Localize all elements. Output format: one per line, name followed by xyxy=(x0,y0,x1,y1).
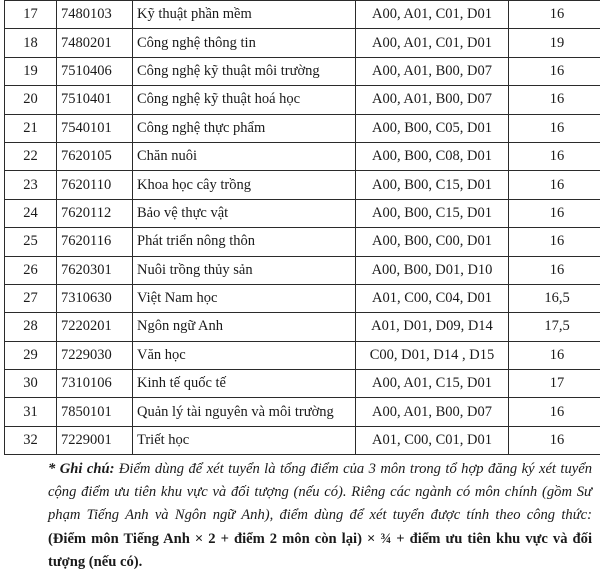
footnote-label: * Ghi chú: xyxy=(48,461,115,477)
cutoff-score-cell: 16 xyxy=(509,199,600,227)
cutoff-score-cell: 17,5 xyxy=(509,313,600,341)
major-name-cell: Triết học xyxy=(133,426,356,454)
table-row xyxy=(5,57,600,85)
major-name-cell: Việt Nam học xyxy=(133,284,356,312)
row-number-cell: 20 xyxy=(5,86,57,114)
major-code-cell: 7310630 xyxy=(57,284,133,312)
major-name-cell: Công nghệ thực phẩm xyxy=(133,114,356,142)
major-code-cell: 7229030 xyxy=(57,341,133,369)
table-row xyxy=(5,341,600,369)
subject-combination-cell: A01, C00, C04, D01 xyxy=(356,284,509,312)
major-code-cell: 7510401 xyxy=(57,86,133,114)
row-number-cell: 28 xyxy=(5,313,57,341)
subject-combination-cell: C00, D01, D14 , D15 xyxy=(356,341,509,369)
subject-combination-cell: A01, C00, C01, D01 xyxy=(356,426,509,454)
major-name-cell: Nuôi trồng thủy sản xyxy=(133,256,356,284)
table-row xyxy=(5,256,600,284)
subject-combination-cell: A00, A01, B00, D07 xyxy=(356,398,509,426)
row-number-cell: 26 xyxy=(5,256,57,284)
row-number-cell: 32 xyxy=(5,426,57,454)
row-number-cell: 23 xyxy=(5,171,57,199)
major-name-cell: Chăn nuôi xyxy=(133,142,356,170)
major-name-cell: Phát triển nông thôn xyxy=(133,228,356,256)
table-row xyxy=(5,1,600,29)
subject-combination-cell: A00, A01, C01, D01 xyxy=(356,1,509,29)
row-number-cell: 18 xyxy=(5,29,57,57)
row-number-cell: 19 xyxy=(5,57,57,85)
subject-combination-cell: A00, B00, C15, D01 xyxy=(356,171,509,199)
table-row xyxy=(5,142,600,170)
table-row xyxy=(5,228,600,256)
cutoff-score-cell: 16 xyxy=(509,228,600,256)
footnote-paragraph xyxy=(10,458,592,573)
major-name-cell: Bảo vệ thực vật xyxy=(133,199,356,227)
subject-combination-cell: A00, B00, D01, D10 xyxy=(356,256,509,284)
subject-combination-cell: A01, D01, D09, D14 xyxy=(356,313,509,341)
table-row xyxy=(5,114,600,142)
row-number-cell: 30 xyxy=(5,370,57,398)
major-code-cell: 7540101 xyxy=(57,114,133,142)
cutoff-score-cell: 16 xyxy=(509,171,600,199)
row-number-cell: 17 xyxy=(5,1,57,29)
major-code-cell: 7229001 xyxy=(57,426,133,454)
row-number-cell: 31 xyxy=(5,398,57,426)
major-code-cell: 7620116 xyxy=(57,228,133,256)
footnote xyxy=(10,458,592,573)
major-code-cell: 7220201 xyxy=(57,313,133,341)
subject-combination-cell: A00, B00, C08, D01 xyxy=(356,142,509,170)
cutoff-score-cell: 16 xyxy=(509,57,600,85)
table-row xyxy=(5,199,600,227)
major-name-cell: Công nghệ kỹ thuật môi trường xyxy=(133,57,356,85)
major-code-cell: 7850101 xyxy=(57,398,133,426)
table-row xyxy=(5,86,600,114)
row-number-cell: 24 xyxy=(5,199,57,227)
subject-combination-cell: A00, A01, C15, D01 xyxy=(356,370,509,398)
major-code-cell: 7620105 xyxy=(57,142,133,170)
cutoff-score-cell: 16 xyxy=(509,86,600,114)
cutoff-score-cell: 16 xyxy=(509,1,600,29)
footnote-formula: (Điểm môn Tiếng Anh × 2 + điểm 2 môn còn lại) × ¾ + điểm ưu tiên khu vực và đối tượng (nếu có). xyxy=(48,530,592,570)
major-code-cell: 7310106 xyxy=(57,370,133,398)
subject-combination-cell: A00, A01, C01, D01 xyxy=(356,29,509,57)
major-code-cell: 7510406 xyxy=(57,57,133,85)
table-row xyxy=(5,29,600,57)
table-row xyxy=(5,171,600,199)
row-number-cell: 27 xyxy=(5,284,57,312)
subject-combination-cell: A00, A01, B00, D07 xyxy=(356,57,509,85)
table-row xyxy=(5,398,600,426)
cutoff-score-cell: 16 xyxy=(509,256,600,284)
table-row xyxy=(5,426,600,454)
table-body xyxy=(5,1,600,455)
cutoff-score-cell: 19 xyxy=(509,29,600,57)
major-code-cell: 7620110 xyxy=(57,171,133,199)
major-code-cell: 7480103 xyxy=(57,1,133,29)
cutoff-score-cell: 16 xyxy=(509,142,600,170)
cutoff-score-cell: 16 xyxy=(509,114,600,142)
major-name-cell: Văn học xyxy=(133,341,356,369)
subject-combination-cell: A00, B00, C00, D01 xyxy=(356,228,509,256)
subject-combination-cell: A00, B00, C15, D01 xyxy=(356,199,509,227)
major-name-cell: Công nghệ kỹ thuật hoá học xyxy=(133,86,356,114)
row-number-cell: 25 xyxy=(5,228,57,256)
subject-combination-cell: A00, B00, C05, D01 xyxy=(356,114,509,142)
table-row xyxy=(5,370,600,398)
row-number-cell: 29 xyxy=(5,341,57,369)
major-name-cell: Kinh tế quốc tế xyxy=(133,370,356,398)
footnote-text: Điểm dùng để xét tuyển là tổng điểm của 3 môn trong tổ hợp đăng ký xét tuyển cộng điểm ưu tiên khu vực và đối tượng (nếu có). Riêng các ngành có môn chính (gồm Sư phạm Tiếng Anh và Ngôn ngữ Anh), điểm dùng để xét tuyển được tính theo công thức: xyxy=(48,461,593,524)
major-name-cell: Ngôn ngữ Anh xyxy=(133,313,356,341)
row-number-cell: 22 xyxy=(5,142,57,170)
cutoff-score-cell: 16 xyxy=(509,398,600,426)
major-name-cell: Công nghệ thông tin xyxy=(133,29,356,57)
cutoff-score-cell: 16 xyxy=(509,426,600,454)
major-code-cell: 7620301 xyxy=(57,256,133,284)
admissions-table xyxy=(4,0,600,455)
major-name-cell: Quản lý tài nguyên và môi trường xyxy=(133,398,356,426)
major-name-cell: Khoa học cây trồng xyxy=(133,171,356,199)
subject-combination-cell: A00, A01, B00, D07 xyxy=(356,86,509,114)
table-row xyxy=(5,313,600,341)
major-code-cell: 7480201 xyxy=(57,29,133,57)
major-name-cell: Kỹ thuật phần mềm xyxy=(133,1,356,29)
table-row xyxy=(5,284,600,312)
row-number-cell: 21 xyxy=(5,114,57,142)
cutoff-score-cell: 16,5 xyxy=(509,284,600,312)
cutoff-score-cell: 17 xyxy=(509,370,600,398)
cutoff-score-cell: 16 xyxy=(509,341,600,369)
major-code-cell: 7620112 xyxy=(57,199,133,227)
